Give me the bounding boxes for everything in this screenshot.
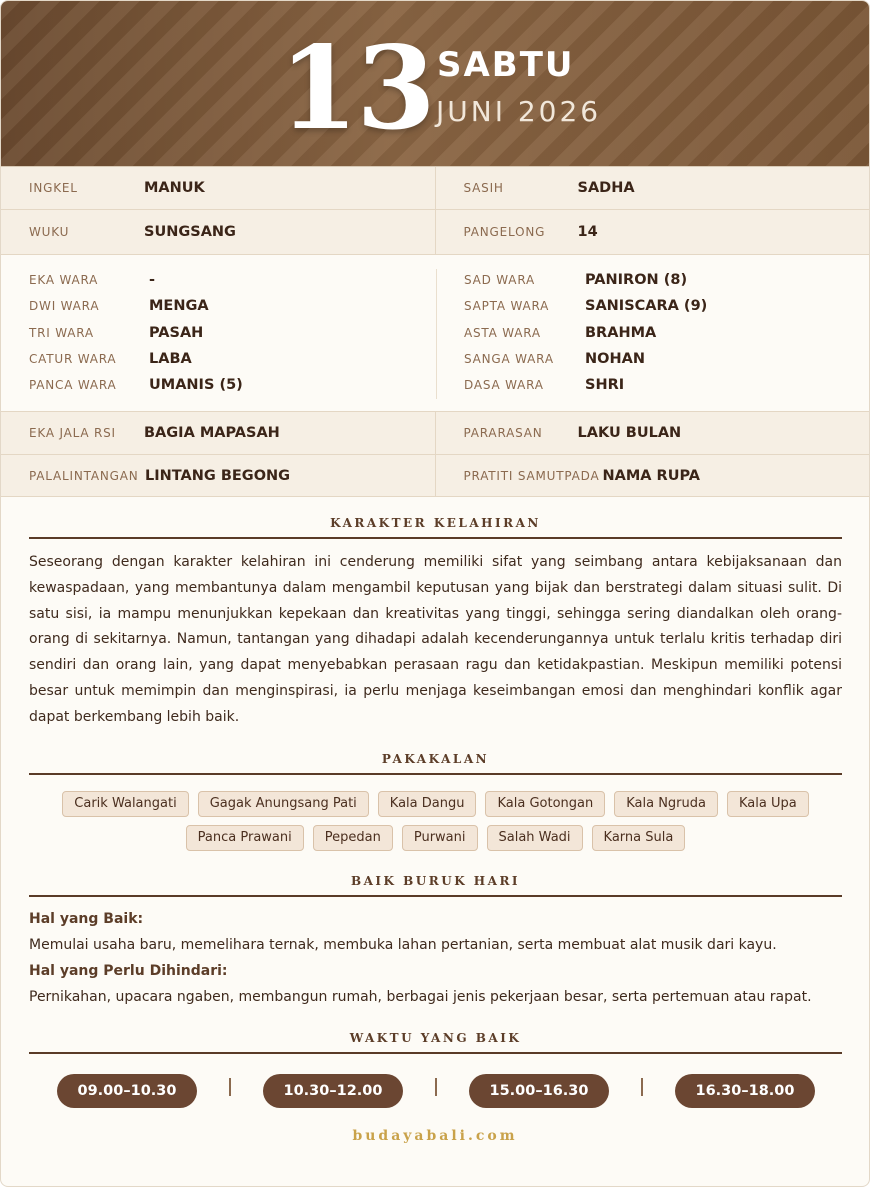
pakakalan-divider [29,773,842,775]
time-slot: 10.30–12.00 [263,1074,403,1108]
wara-value: SHRI [585,377,625,394]
pakakalan-chip: Gagak Anungsang Pati [198,791,369,817]
avoid-things-label: Hal yang Perlu Dihindari: [29,963,228,979]
wuku-value: SUNGSANG [144,224,236,240]
wara-value: UMANIS (5) [149,377,243,394]
baik-buruk-divider [29,895,842,897]
pakakalan-chip: Kala Ngruda [614,791,718,817]
info-row-palalintangan [1,455,869,497]
pakakalan-chip: Kala Gotongan [485,791,605,817]
pakakalan-chip: Kala Dangu [378,791,477,817]
day-number: 13 [279,21,434,155]
wara-label: EKA WARA [29,273,99,288]
time-slot: 16.30–18.00 [675,1074,815,1108]
baik-buruk-title: BAIK BURUK HARI [350,874,521,888]
pakakalan-chip: Purwani [402,825,478,851]
time-slot: 15.00–16.30 [469,1074,609,1108]
waktu-divider [29,1052,842,1054]
pratiti-cell [436,455,870,496]
pakakalan-chip: Panca Prawani [186,825,304,851]
sasih-cell [436,167,870,209]
wara-value: - [149,272,156,289]
karakter-title: KARAKTER KELAHIRAN [330,516,541,530]
wara-value: LABA [149,351,192,368]
pakakalan-chip: Karna Sula [592,825,686,851]
pakakalan-chip: Carik Walangati [62,791,188,817]
time-separator [641,1078,643,1096]
wara-label: DWI WARA [29,299,100,314]
eka-jala-rsi-value: BAGIA MAPASAH [144,425,280,441]
pakakalan-chip: Salah Wadi [487,825,583,851]
wara-label: SANGA WARA [464,352,554,367]
pangelong-label: PANGELONG [463,225,546,239]
wara-row [29,346,243,372]
wara-value: PANIRON (8) [585,272,688,289]
month-year: JUNI 2026 [436,95,602,128]
wara-value: PASAH [149,324,204,341]
wara-row [464,320,707,346]
wara-value: BRAHMA [585,324,657,341]
ingkel-cell [1,167,436,209]
avoid-things-text: Pernikahan, upacara ngaben, membangun rumah, berbagai jenis pekerjaan besar, serta pertemuan atau rapat. [29,989,812,1005]
wara-row [464,372,707,398]
eka-jala-rsi-label: EKA JALA RSI [29,426,116,440]
pakakalan-chip: Pepedan [313,825,393,851]
palalintangan-value: LINTANG BEGONG [145,467,291,484]
pakakalan-chip: Kala Upa [727,791,809,817]
wara-label: ASTA WARA [464,325,541,340]
pratiti-label: PRATITI SAMUTPADA [463,468,600,483]
sasih-label: SASIH [463,181,504,195]
info-row-ingkel [1,167,869,210]
pararasan-cell [436,412,870,454]
wara-label: TRI WARA [29,325,94,340]
info-row-eka-jala-rsi [1,412,869,455]
eka-jala-rsi-cell [1,412,436,454]
pakakalan-title: PAKAKALAN [381,752,490,766]
pangelong-value: 14 [577,224,598,240]
sasih-value: SADHA [577,180,635,196]
wara-value: NOHAN [585,351,645,368]
wara-label: DASA WARA [464,378,544,393]
wara-label: SAD WARA [464,273,535,288]
wara-label: PANCA WARA [29,378,117,393]
date-header [1,1,869,167]
wara-row [29,267,243,293]
wara-row [464,293,707,319]
karakter-divider [29,537,842,539]
wara-value: MENGA [149,298,209,315]
pangelong-cell [436,210,870,254]
palalintangan-cell [1,455,436,496]
good-things-label: Hal yang Baik: [29,911,144,927]
ingkel-value: MANUK [144,180,205,196]
wara-table [1,255,869,412]
good-things-text: Memulai usaha baru, memelihara ternak, membuka lahan pertanian, serta membuat alat musik dari kayu. [29,937,777,953]
wara-right-column [464,267,707,398]
wara-row [29,293,243,319]
wara-label: SAPTA WARA [464,299,550,314]
waktu-title: WAKTU YANG BAIK [349,1031,522,1045]
wara-left-column [29,267,243,398]
wara-value: SANISCARA (9) [585,298,708,315]
info-row-wuku [1,210,869,255]
wara-row [29,320,243,346]
palalintangan-label: PALALINTANGAN [29,468,139,483]
wara-label: CATUR WARA [29,352,117,367]
time-slot: 09.00–10.30 [57,1074,197,1108]
wara-row [464,267,707,293]
wara-divider [436,269,437,399]
pararasan-value: LAKU BULAN [577,425,682,441]
wara-row [29,372,243,398]
pratiti-value: NAMA RUPA [602,467,701,484]
time-separator [229,1078,231,1096]
wara-row [464,346,707,372]
time-separator [435,1078,437,1096]
karakter-text: Seseorang dengan karakter kelahiran ini cenderung memiliki sifat yang seimbang antara kebijaksanaan dan kewaspadaan, yang membantunya dalam mengambil keputusan yang bijak dan berstrategi dalam situasi sulit. Di satu sisi, ia mampu menunjukkan kepekaan dan kreativitas yang tinggi, sehingga sering diandalkan oleh orang-orang di sekitarnya. Namun, tantangan yang dihadapi adalah kecenderungannya untuk terlalu kritis terhadap diri sendiri dan orang lain, yang dapat menyebabkan perasaan ragu dan ketidakpastian. Meskipun memiliki potensi besar untuk memimpin dan menginspirasi, ia perlu menjaga keseimbangan emosi dan menghindari konflik agar dapat berkembang lebih baik. [29,554,842,725]
day-name: SABTU [437,45,575,85]
wuku-cell [1,210,436,254]
pararasan-label: PARARASAN [463,426,543,440]
ingkel-label: INGKEL [29,181,78,195]
wuku-label: WUKU [29,225,70,239]
site-footer: budayabali.com [352,1128,518,1144]
pakakalan-chips [29,791,842,851]
